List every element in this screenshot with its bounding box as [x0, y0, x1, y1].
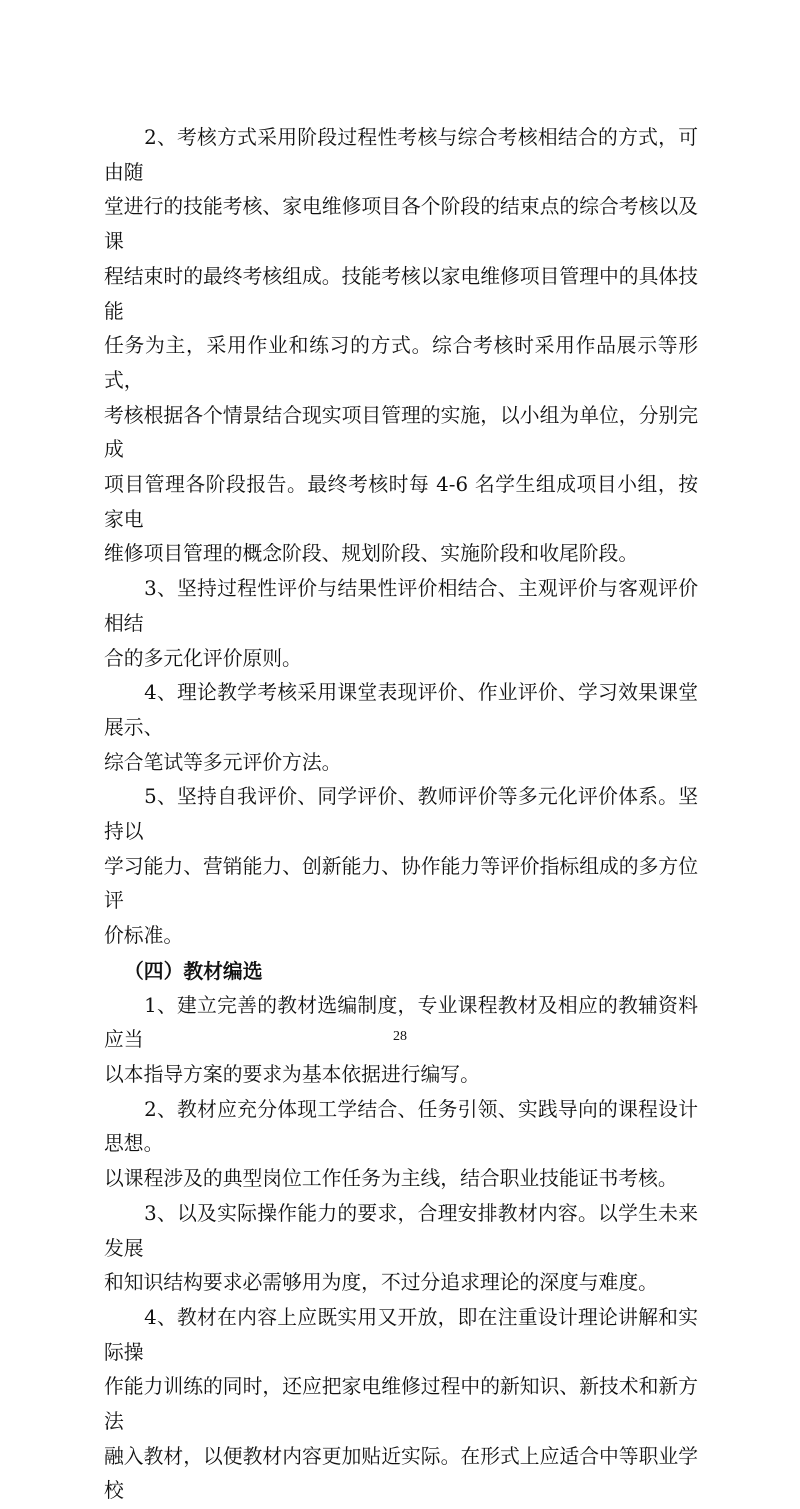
text-line: 和知识结构要求必需够用为度，不过分追求理论的深度与难度。	[104, 1271, 658, 1295]
text-line: 3、以及实际操作能力的要求，合理安排教材内容。以学生未来发展	[104, 1201, 698, 1260]
text-line: 4、理论教学考核采用课堂表现评价、作业评价、学习效果课堂展示、	[104, 681, 698, 739]
text-line: 4、教材在内容上应既实用又开放，即在注重设计理论讲解和实际操	[104, 1305, 698, 1364]
text-line: 作能力训练的同时，还应把家电维修过程中的新知识、新技术和新方法	[104, 1375, 698, 1434]
text-line: 3、坚持过程性评价与结果性评价相结合、主观评价与客观评价相结	[104, 577, 698, 635]
text-line: 2、考核方式采用阶段过程性考核与综合考核相结合的方式，可由随	[104, 126, 698, 184]
paragraph	[104, 676, 698, 780]
text-line: 考核根据各个情景结合现实项目管理的实施，以小组为单位，分别完成	[104, 403, 698, 462]
text-line: 1、建立完善的教材选编制度，专业课程教材及相应的教辅资料应当	[104, 993, 698, 1052]
text-line: 价标准。	[104, 924, 184, 948]
paragraph	[104, 780, 698, 954]
text-line: 融入教材，以便教材内容更加贴近实际。在形式上应适合中等职业学校	[104, 1444, 698, 1503]
section-heading: （四）教材编选	[124, 958, 263, 983]
text-line: 维修项目管理的概念阶段、规划阶段、实施阶段和收尾阶段。	[104, 542, 639, 566]
paragraph	[104, 572, 698, 676]
text-line: 以本指导方案的要求为基本依据进行编写。	[104, 1062, 480, 1086]
text-line: 合的多元化评价原则。	[104, 646, 302, 670]
text-line: 以课程涉及的典型岗位工作任务为主线，结合职业技能证书考核。	[104, 1167, 678, 1191]
text-line: 学习能力、营销能力、创新能力、协作能力等评价指标组成的多方位评	[104, 854, 698, 913]
text-line: 项目管理各阶段报告。最终考核时每 4-6 名学生组成项目小组，按家电	[104, 473, 698, 531]
textbook-paragraphs	[104, 989, 698, 1509]
text-line: 5、坚持自我评价、同学评价、教师评价等多元化评价体系。坚持以	[104, 785, 698, 844]
paragraph	[104, 1093, 698, 1197]
paragraph	[104, 1197, 698, 1301]
paragraph	[104, 121, 698, 572]
text-line: 任务为主，采用作业和练习的方式。综合考核时采用作品展示等形式，	[104, 334, 698, 392]
text-line: 2、教材应充分体现工学结合、任务引领、实践导向的课程设计思想。	[104, 1097, 698, 1156]
page-body	[104, 121, 698, 1509]
paragraph	[104, 1301, 698, 1509]
text-line: 程结束时的最终考核组成。技能考核以家电维修项目管理中的具体技能	[104, 264, 698, 323]
evaluation-paragraphs	[104, 121, 698, 954]
text-line: 堂进行的技能考核、家电维修项目各个阶段的结束点的综合考核以及课	[104, 195, 698, 254]
text-line: 综合笔试等多元评价方法。	[104, 750, 342, 774]
page-number: 28	[393, 1029, 407, 1044]
